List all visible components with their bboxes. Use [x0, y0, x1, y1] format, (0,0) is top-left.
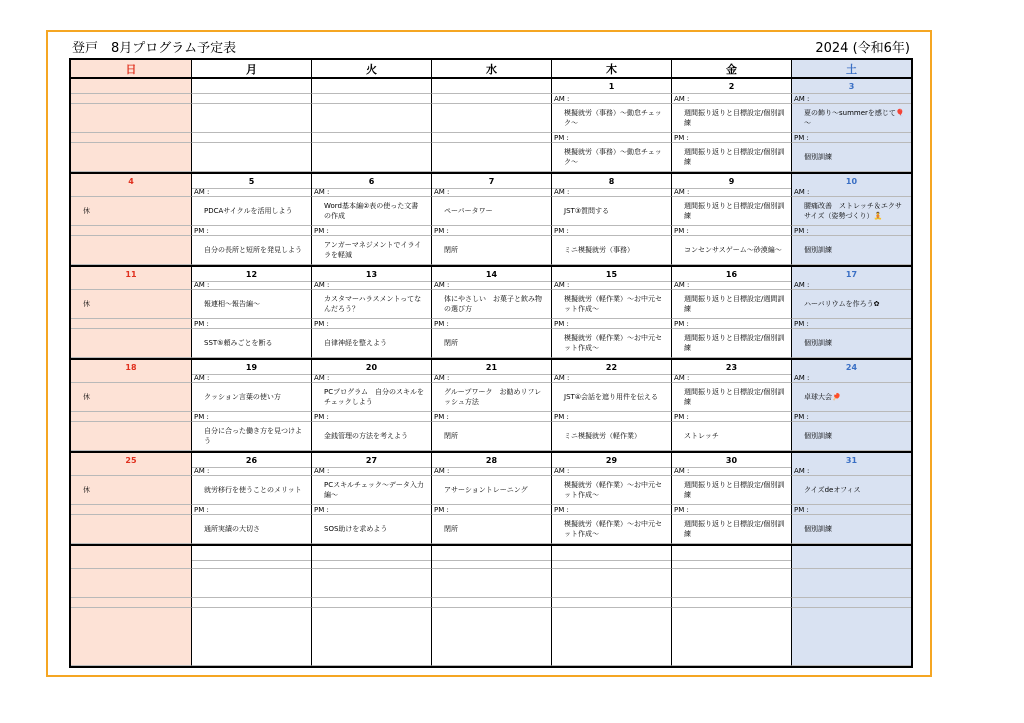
pm-program: 通所実績の大切さ — [204, 525, 260, 533]
am-program: アサーショントレーニング — [444, 486, 528, 494]
pm-program: 模擬就労（事務）～動怠チェック～ — [564, 148, 662, 166]
pm-program: 閉所 — [444, 432, 458, 440]
am-label: AM : — [431, 187, 551, 197]
pm-label: PM : — [791, 319, 911, 329]
am-label: AM : — [311, 373, 431, 383]
am-program: 夏の飾り～summerを感じて🎈～ — [804, 109, 905, 127]
pm-label: PM : — [431, 412, 551, 422]
pm-program: コンセンサスゲーム～砂漠編～ — [684, 246, 782, 254]
am-label: AM : — [191, 466, 311, 476]
week-1-date-row — [71, 79, 911, 94]
weekday-header-thu: 木 — [551, 60, 671, 79]
weekday-header-sat: 土 — [791, 60, 911, 79]
pm-label: PM : — [671, 505, 791, 515]
day-number: 6 — [311, 174, 431, 189]
day-number — [311, 79, 431, 94]
pm-label: PM : — [791, 505, 911, 515]
page-title: 登戸 8月プログラム予定表 — [72, 41, 237, 56]
schedule-calendar — [69, 58, 913, 668]
day-number: 12 — [191, 267, 311, 282]
day-number: 9 — [671, 174, 791, 189]
pm-program: 個別訓練 — [804, 153, 832, 161]
pm-program: 模擬就労（軽作業）～お中元セット作成～ — [564, 334, 662, 352]
pm-label: PM : — [191, 412, 311, 422]
day-number: 31 — [791, 453, 911, 468]
pm-program: ミニ模擬就労（軽作業） — [564, 432, 641, 440]
day-number — [71, 79, 191, 94]
am-program: 模擬就労（軽作業）～お中元セット作成～ — [564, 295, 662, 313]
am-label: AM : — [791, 187, 911, 197]
pm-program: 自律神経を整えよう — [324, 339, 387, 347]
pm-label: PM : — [791, 412, 911, 422]
am-program: JST④会話を遮り用件を伝える — [564, 393, 659, 401]
am-label: AM : — [311, 280, 431, 290]
day-number: 7 — [431, 174, 551, 189]
rest-day-label: 休 — [71, 383, 191, 412]
pm-label: PM : — [431, 226, 551, 236]
am-program: 週間振り返りと目標設定/週間訓練 — [684, 295, 785, 313]
am-program: 週間振り返りと目標設定/個別訓練 — [684, 388, 785, 406]
pm-label: PM : — [791, 226, 911, 236]
am-program: PCスキルチェック～データ入力編～ — [324, 481, 424, 499]
am-program: カスタマーハラスメントってなんだろう？ — [324, 295, 422, 313]
weekday-header-fri: 金 — [671, 60, 791, 79]
pm-label: PM : — [191, 505, 311, 515]
day-number: 29 — [551, 453, 671, 468]
pm-program: アンガーマネジメントでイライラを軽減 — [324, 241, 422, 259]
week-1-am-label-row — [71, 94, 911, 104]
day-number: 3 — [791, 79, 911, 94]
day-number: 27 — [311, 453, 431, 468]
pm-program: 個別訓練 — [804, 246, 832, 254]
am-label: AM : — [791, 466, 911, 476]
rest-day-label: 休 — [71, 290, 191, 319]
day-number: 28 — [431, 453, 551, 468]
pm-program: 週間振り返りと目標設定/個別訓練 — [684, 334, 785, 352]
pm-label: PM : — [551, 412, 671, 422]
day-number — [431, 79, 551, 94]
day-number: 14 — [431, 267, 551, 282]
empty-week-row — [71, 608, 911, 666]
pm-program: 自分に合った働き方を見つけよう — [204, 427, 302, 445]
day-number: 19 — [191, 360, 311, 375]
day-number: 18 — [71, 360, 191, 375]
empty-week-row — [71, 559, 911, 569]
pm-label: PM : — [551, 133, 671, 143]
am-label: AM : — [671, 94, 791, 104]
week-2-am-row — [71, 197, 911, 226]
am-label: AM : — [791, 280, 911, 290]
am-program: 週間振り返りと目標設定/個別訓練 — [684, 481, 785, 499]
pm-program: 閉所 — [444, 525, 458, 533]
rest-day-label: 休 — [71, 476, 191, 505]
am-program: PDCAサイクルを活用しよう — [204, 207, 293, 215]
pm-label: PM : — [191, 226, 311, 236]
am-label: AM : — [671, 280, 791, 290]
pm-label: PM : — [791, 133, 911, 143]
am-program: 報連相～報告編～ — [204, 300, 260, 308]
am-label: AM : — [191, 373, 311, 383]
pm-label: PM : — [431, 319, 551, 329]
weekday-header-mon: 月 — [191, 60, 311, 79]
week-3-am-row — [71, 290, 911, 319]
am-label: AM : — [671, 187, 791, 197]
day-number: 22 — [551, 360, 671, 375]
am-program: 就労移行を使うことのメリット — [204, 486, 302, 494]
pm-label: PM : — [311, 505, 431, 515]
week-3-pm-label-row — [71, 319, 911, 329]
am-label: AM : — [191, 280, 311, 290]
day-number: 24 — [791, 360, 911, 375]
am-program: 模擬就労（事務）～動怠チェック～ — [564, 109, 662, 127]
am-label: AM : — [311, 466, 431, 476]
rest-day-label: 休 — [71, 197, 191, 226]
day-number: 17 — [791, 267, 911, 282]
pm-program: 個別訓練 — [804, 339, 832, 347]
am-program: グループワーク お勧めリフレッシュ方法 — [444, 388, 542, 406]
day-number: 26 — [191, 453, 311, 468]
weekday-header-row — [71, 60, 911, 79]
pm-label: PM : — [431, 505, 551, 515]
week-4-pm-row — [71, 422, 911, 451]
am-label: AM : — [551, 280, 671, 290]
day-number: 1 — [551, 79, 671, 94]
pm-program: SOS助けを求めよう — [324, 525, 388, 533]
empty-week-row — [71, 569, 911, 598]
pm-label: PM : — [311, 226, 431, 236]
week-2-pm-row — [71, 236, 911, 265]
pm-program: 個別訓練 — [804, 525, 832, 533]
day-number — [191, 79, 311, 94]
week-5-am-label-row — [71, 466, 911, 476]
pm-program: SST⑤頼みごとを断る — [204, 339, 273, 347]
am-label: AM : — [671, 373, 791, 383]
week-5-pm-row — [71, 515, 911, 544]
year-label: 2024 (令和6年) — [815, 41, 910, 56]
pm-label: PM : — [671, 226, 791, 236]
am-program: クッション言葉の使い方 — [204, 393, 281, 401]
am-label: AM : — [551, 187, 671, 197]
pm-program: 閉所 — [444, 339, 458, 347]
week-5-pm-label-row — [71, 505, 911, 515]
pm-program: 週間振り返りと目標設定/個別訓練 — [684, 520, 785, 538]
week-4-am-row — [71, 383, 911, 412]
am-label: AM : — [551, 466, 671, 476]
pm-program: 閉所 — [444, 246, 458, 254]
day-number: 23 — [671, 360, 791, 375]
week-3-am-label-row — [71, 280, 911, 290]
week-3-pm-row — [71, 329, 911, 358]
am-program: JST③質問する — [564, 207, 610, 215]
am-label: AM : — [311, 187, 431, 197]
pm-label: PM : — [551, 319, 671, 329]
pm-label: PM : — [551, 505, 671, 515]
day-number: 25 — [71, 453, 191, 468]
day-number: 4 — [71, 174, 191, 189]
pm-program: 金銭管理の方法を考えよう — [324, 432, 408, 440]
week-2-am-label-row — [71, 187, 911, 197]
am-label: AM : — [431, 373, 551, 383]
week-1-pm-row — [71, 143, 911, 172]
pm-program: 模擬就労（軽作業）～お中元セット作成～ — [564, 520, 662, 538]
weekday-header-sun: 日 — [71, 60, 191, 79]
pm-program: 個別訓練 — [804, 432, 832, 440]
am-label: AM : — [431, 466, 551, 476]
am-label: AM : — [431, 280, 551, 290]
pm-label: PM : — [671, 133, 791, 143]
day-number: 21 — [431, 360, 551, 375]
pm-label: PM : — [671, 412, 791, 422]
am-program: 卓球大会🏓 — [804, 393, 841, 401]
day-number: 2 — [671, 79, 791, 94]
am-label: AM : — [671, 466, 791, 476]
week-2-pm-label-row — [71, 226, 911, 236]
am-program: クイズdeオフィス — [804, 486, 861, 494]
empty-week-row — [71, 598, 911, 608]
am-label: AM : — [551, 94, 671, 104]
pm-program: 自分の長所と短所を発見しよう — [204, 246, 302, 254]
am-program: PCプログラム 自分のスキルをチェックしよう — [324, 388, 424, 406]
day-number: 11 — [71, 267, 191, 282]
am-program: Word基本編②表の使った文書の作成 — [324, 202, 419, 220]
pm-label: PM : — [671, 319, 791, 329]
day-number: 13 — [311, 267, 431, 282]
pm-label: PM : — [551, 226, 671, 236]
day-number: 15 — [551, 267, 671, 282]
am-program: 体にやさしい お菓子と飲み物の選び方 — [444, 295, 542, 313]
day-number: 16 — [671, 267, 791, 282]
day-number: 20 — [311, 360, 431, 375]
pm-program: ミニ模擬就労（事務） — [564, 246, 634, 254]
am-program: ペーパータワー — [444, 207, 493, 215]
day-number: 8 — [551, 174, 671, 189]
am-label: AM : — [191, 187, 311, 197]
pm-program: 週間振り返りと目標設定/個別訓練 — [684, 148, 785, 166]
pm-label: PM : — [311, 319, 431, 329]
am-program: 週間振り返りと目標設定/個別訓練 — [684, 202, 785, 220]
weekday-header-tue: 火 — [311, 60, 431, 79]
am-program: 模擬就労（軽作業）～お中元セット作成～ — [564, 481, 662, 499]
am-label: AM : — [791, 94, 911, 104]
am-program: 腰痛改善 ストレッチ＆エクササイズ（姿勢づくり）🧘 — [804, 202, 902, 220]
pm-label: PM : — [311, 412, 431, 422]
day-number: 10 — [791, 174, 911, 189]
am-label: AM : — [791, 373, 911, 383]
am-label: AM : — [551, 373, 671, 383]
weekday-header-wed: 水 — [431, 60, 551, 79]
pm-program: ストレッチ — [684, 432, 719, 440]
am-program: ハーバリウムを作ろう✿ — [804, 300, 880, 308]
am-program: 週間振り返りと目標設定/個別訓練 — [684, 109, 785, 127]
week-5-am-row — [71, 476, 911, 505]
pm-label: PM : — [191, 319, 311, 329]
day-number: 5 — [191, 174, 311, 189]
week-1-am-row — [71, 104, 911, 133]
week-4-pm-label-row — [71, 412, 911, 422]
week-4-am-label-row — [71, 373, 911, 383]
week-1-pm-label-row — [71, 133, 911, 143]
day-number: 30 — [671, 453, 791, 468]
